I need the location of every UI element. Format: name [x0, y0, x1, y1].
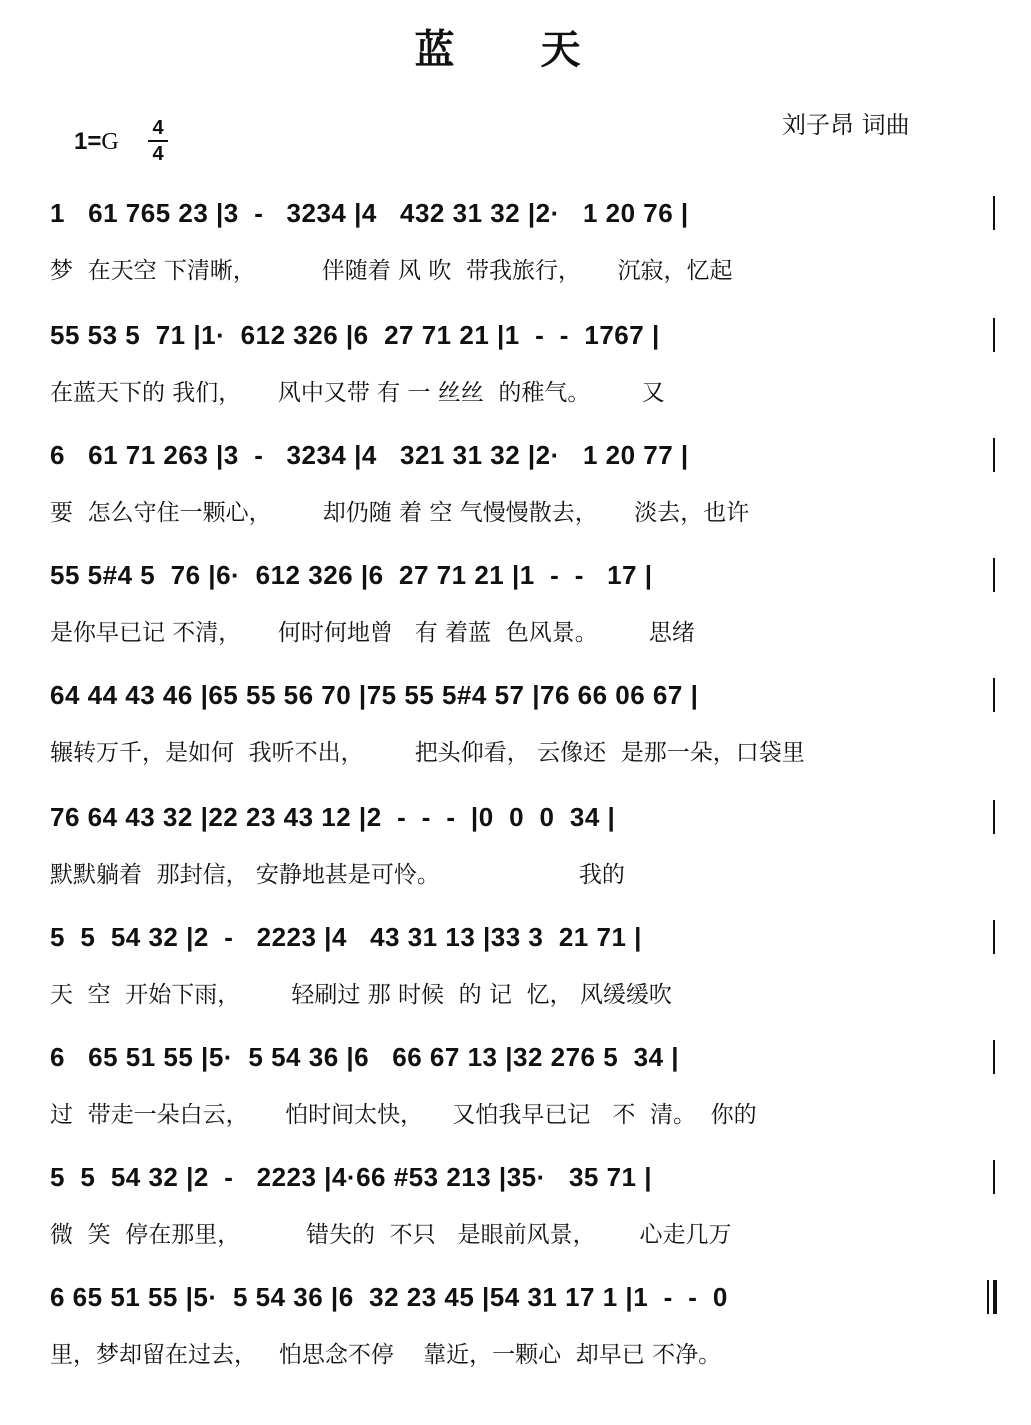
notation-line — [0, 792, 1031, 848]
score-system — [0, 188, 1031, 298]
score-system — [0, 1152, 1031, 1262]
notation-text: 6 65 51 55 |5· 5 54 36 |6 66 67 13 |32 276 5 34 | — [50, 1042, 680, 1072]
author-credit: 刘子昂 词曲 — [782, 111, 910, 139]
lyrics-line: 辗转万千，是如何 我听不出， 把头仰看， 云像还 是那一朵，口袋里 — [50, 740, 805, 766]
score-system — [0, 310, 1031, 420]
barline — [993, 196, 995, 230]
meter-denominator: 4 — [148, 140, 168, 166]
notation-text: 5 5 54 32 |2 - 2223 |4 43 31 13 |33 3 21 71 | — [50, 922, 642, 952]
notation-line — [0, 188, 1031, 244]
lyrics-line: 过 带走一朵白云， 怕时间太快， 又怕我早已记 不 清。 你的 — [50, 1102, 757, 1128]
notation-text: 76 64 43 32 |22 23 43 12 |2 - - - |0 0 0 34 | — [50, 802, 616, 832]
key-note: G — [101, 129, 119, 155]
time-signature — [148, 116, 168, 166]
lyrics-line: 梦 在天空 下清晰， 伴随着 风 吹 带我旅行， 沉寂，忆起 — [50, 258, 733, 284]
notation-line — [0, 430, 1031, 486]
barline — [993, 1040, 995, 1074]
barline — [993, 558, 995, 592]
lyrics-line: 要 怎么守住一颗心， 却仍随 着 空 气慢慢散去， 淡去，也许 — [50, 500, 750, 526]
notation-text: 55 53 5 71 |1· 612 326 |6 27 71 21 |1 - - 1767 | — [50, 320, 660, 350]
notation-text: 64 44 43 46 |65 55 56 70 |75 55 5#4 57 |76 66 06 67 | — [50, 680, 699, 710]
notation-line — [0, 1152, 1031, 1208]
notation-line — [0, 550, 1031, 606]
lyrics-line: 微 笑 停在那里， 错失的 不只 是眼前风景， 心走几万 — [50, 1222, 732, 1248]
lyrics-line: 天 空 开始下雨， 轻刷过 那 时候 的 记 忆， 风缓缓吹 — [50, 982, 672, 1008]
lyrics-line: 在蓝天下的 我们， 风中又带 有 一 丝丝 的稚气。 又 — [50, 380, 665, 406]
song-title: 蓝 天 — [414, 26, 617, 73]
score-system — [0, 792, 1031, 902]
lyrics-line: 是你早已记 不清， 何时何地曾 有 着蓝 色风景。 思绪 — [50, 620, 695, 646]
notation-line — [0, 310, 1031, 366]
barline — [993, 678, 995, 712]
meter-numerator: 4 — [152, 117, 164, 139]
key-signature — [74, 128, 119, 156]
key-prefix: 1= — [74, 128, 102, 155]
notation-text: 6 61 71 263 |3 - 3234 |4 321 31 32 |2· 1 20 77 | — [50, 440, 689, 470]
score-system — [0, 1272, 1031, 1382]
notation-line — [0, 670, 1031, 726]
notation-line — [0, 1272, 1031, 1328]
lyrics-line: 默默躺着 那封信， 安静地甚是可怜。 我的 — [50, 862, 625, 888]
barline — [993, 920, 995, 954]
score-system — [0, 912, 1031, 1022]
score-system — [0, 430, 1031, 540]
score-system — [0, 670, 1031, 780]
score-system — [0, 550, 1031, 660]
barline — [993, 438, 995, 472]
notation-line — [0, 1032, 1031, 1088]
final-barline — [987, 1280, 997, 1314]
notation-text: 55 5#4 5 76 |6· 612 326 |6 27 71 21 |1 - - 17 | — [50, 560, 653, 590]
score-system — [0, 1032, 1031, 1142]
notation-line — [0, 912, 1031, 968]
barline — [993, 318, 995, 352]
notation-text: 5 5 54 32 |2 - 2223 |4·66 #53 213 |35· 35 71 | — [50, 1162, 653, 1192]
lyrics-line: 里，梦却留在过去， 怕思念不停 靠近，一颗心 却早已 不净。 — [50, 1342, 722, 1368]
notation-text: 1 61 765 23 |3 - 3234 |4 432 31 32 |2· 1 20 76 | — [50, 198, 689, 228]
notation-text: 6 65 51 55 |5· 5 54 36 |6 32 23 45 |54 31 17 1 |1 - - 0 — [50, 1282, 728, 1312]
barline — [993, 800, 995, 834]
barline — [993, 1160, 995, 1194]
